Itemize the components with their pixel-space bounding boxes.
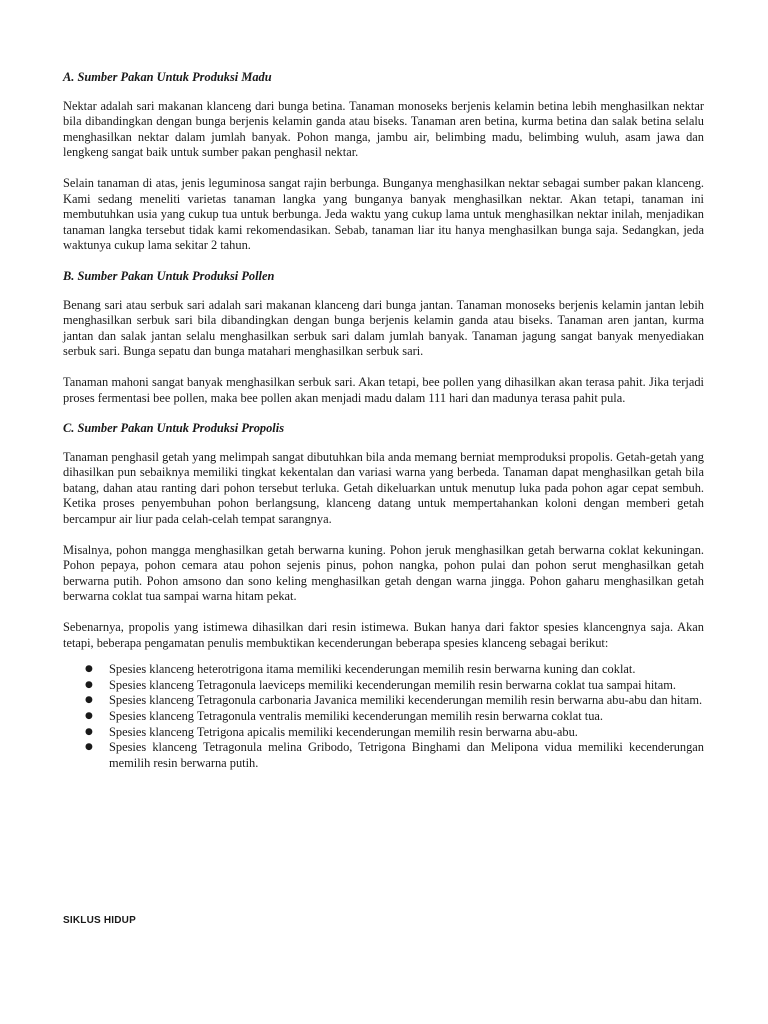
list-item-text: Spesies klanceng heterotrigona itama memiliki kecenderungan memilih resin berwarna kuning dan coklat. xyxy=(109,662,636,677)
section-b-title: B. Sumber Pakan Untuk Produksi Pollen xyxy=(63,268,275,283)
species-resin-list xyxy=(63,662,704,771)
list-item xyxy=(63,709,704,725)
section-a-title: A. Sumber Pakan Untuk Produksi Madu xyxy=(63,70,272,84)
list-item-text: Spesies klanceng Tetragonula ventralis memiliki kecenderungan memilih resin berwarna coklat tua. xyxy=(109,709,604,723)
section-a-paragraph-2: Selain tanaman di atas, jenis leguminosa sangat rajin berbunga. Bunganya menghasilkan nektar sebagai sumber pakan klanceng. Kami sedang meneliti varietas tanaman langka yang bunganya banyak menghasilkan nektar. Akan tetapi, tanaman ini membutuhkan usia yang cukup tua untuk berbunga. Jeda waktu yang cukup lama untuk menghasilkan nektar inilah, menjadikan tanaman langka tersebut tidak kami rekomendasikan. Sebab, tanaman liar itu hanya menghasilkan bunga saja. Sedangkan, jeda waktunya cukup lama sekitar 2 tahun. xyxy=(63,175,704,253)
bullet-icon: ● xyxy=(85,742,93,753)
list-item xyxy=(63,725,704,741)
list-item xyxy=(63,662,704,678)
list-item-text: Spesies klanceng Tetragonula melina Gribodo, Tetrigona Binghami dan Melipona vidua memiliki kecenderungan memilih resin berwarna putih. xyxy=(109,740,704,770)
list-item-text: Spesies klanceng Tetragonula laeviceps memiliki kecenderungan memilih resin berwarna coklat tua sampai hitam. xyxy=(109,677,676,692)
document-body xyxy=(63,70,704,771)
next-section-heading: SIKLUS HIDUP xyxy=(63,915,136,926)
bullet-icon: ● xyxy=(85,695,93,706)
list-item xyxy=(63,740,704,771)
section-c-paragraph-2: Misalnya, pohon mangga menghasilkan getah berwarna kuning. Pohon jeruk menghasilkan getah berwarna coklat kekuningan. Pohon pepaya, pohon cemara atau pohon sejenis pinus, pohon nangka, pohon pulai dan pohon serut menghasilkan getah berwarna putih. Pohon amsono dan sono keling menghasilkan getah dengan warna jingga. Pohon gaharu menghasilkan getah berwarna coklat tua sampai warna hitam pekat. xyxy=(63,542,704,604)
bullet-icon: ● xyxy=(85,679,93,690)
section-b-paragraph-2: Tanaman mahoni sangat banyak menghasilkan serbuk sari. Akan tetapi, bee pollen yang dihasilkan akan terasa pahit. Jika terjadi proses fermentasi bee pollen, maka bee pollen akan menjadi madu dalam 111 hari dan madunya terasa pahit pula. xyxy=(63,374,704,405)
section-a-paragraph-1: Nektar adalah sari makanan klanceng dari bunga betina. Tanaman monoseks berjenis kelamin betina lebih menghasilkan nektar bila dibandingkan dengan bunga berjenis kelamin ganda atau biseks. Tanaman aren betina, kurma betina dan salak betina selalu menghasilkan nektar dalam jumlah banyak. Pohon manga, jambu air, belimbing madu, belimbing wuluh, asam jawa dan lengkeng sangat baik untuk sumber pakan penghasil nektar. xyxy=(63,98,704,160)
list-item xyxy=(63,693,704,709)
section-c-paragraph-3: Sebenarnya, propolis yang istimewa dihasilkan dari resin istimewa. Bukan hanya dari faktor spesies klancengnya saja. Akan tetapi, beberapa pengamatan penulis membuktikan kecenderungan beberapa spesies klanceng sebagai berikut: xyxy=(63,620,704,650)
bullet-icon: ● xyxy=(85,664,93,675)
section-c-paragraph-1: Tanaman penghasil getah yang melimpah sangat dibutuhkan bila anda memang berniat memproduksi propolis. Getah-getah yang dihasilkan pun sebaiknya memiliki tingkat kekentalan dan variasi warna yang berbeda. Tanaman dapat menghasilkan getah bila batang, dahan atau ranting dari pohon tersebut terluka. Getah dikeluarkan untuk menutup luka pada pohon agar cepat sembuh. Ketika proses penyembuhan pohon berlangsung, klanceng datang untuk mempertahankan koloni dengan memberi getah bercampur air liur pada celah-celah tempat sarangnya. xyxy=(63,449,704,527)
list-item xyxy=(63,678,704,694)
bullet-icon: ● xyxy=(85,711,93,721)
bullet-icon: ● xyxy=(85,726,93,737)
list-item-text: Spesies klanceng Tetragonula carbonaria Javanica memiliki kecenderungan memilih resin berwarna abu-abu dan hitam. xyxy=(109,693,703,708)
list-item-text: Spesies klanceng Tetrigona apicalis memiliki kecenderungan memilih resin berwarna abu-abu. xyxy=(109,724,578,739)
section-b-paragraph-1: Benang sari atau serbuk sari adalah sari makanan klanceng dari bunga jantan. Tanaman monoseks berjenis kelamin jantan lebih menghasilkan serbuk sari bila dibandingkan dengan bunga berjenis kelamin ganda atau biseks. Tanaman aren jantan, kurma jantan dan salak jantan selalu menghasilkan serbuk sari dalam jumlah banyak. Tanaman jagung sangat banyak menyediakan serbuk sari. Bunga sepatu dan bunga matahari menghasilkan serbuk sari. xyxy=(63,297,704,359)
section-c-title: C. Sumber Pakan Untuk Produksi Propolis xyxy=(63,421,285,436)
